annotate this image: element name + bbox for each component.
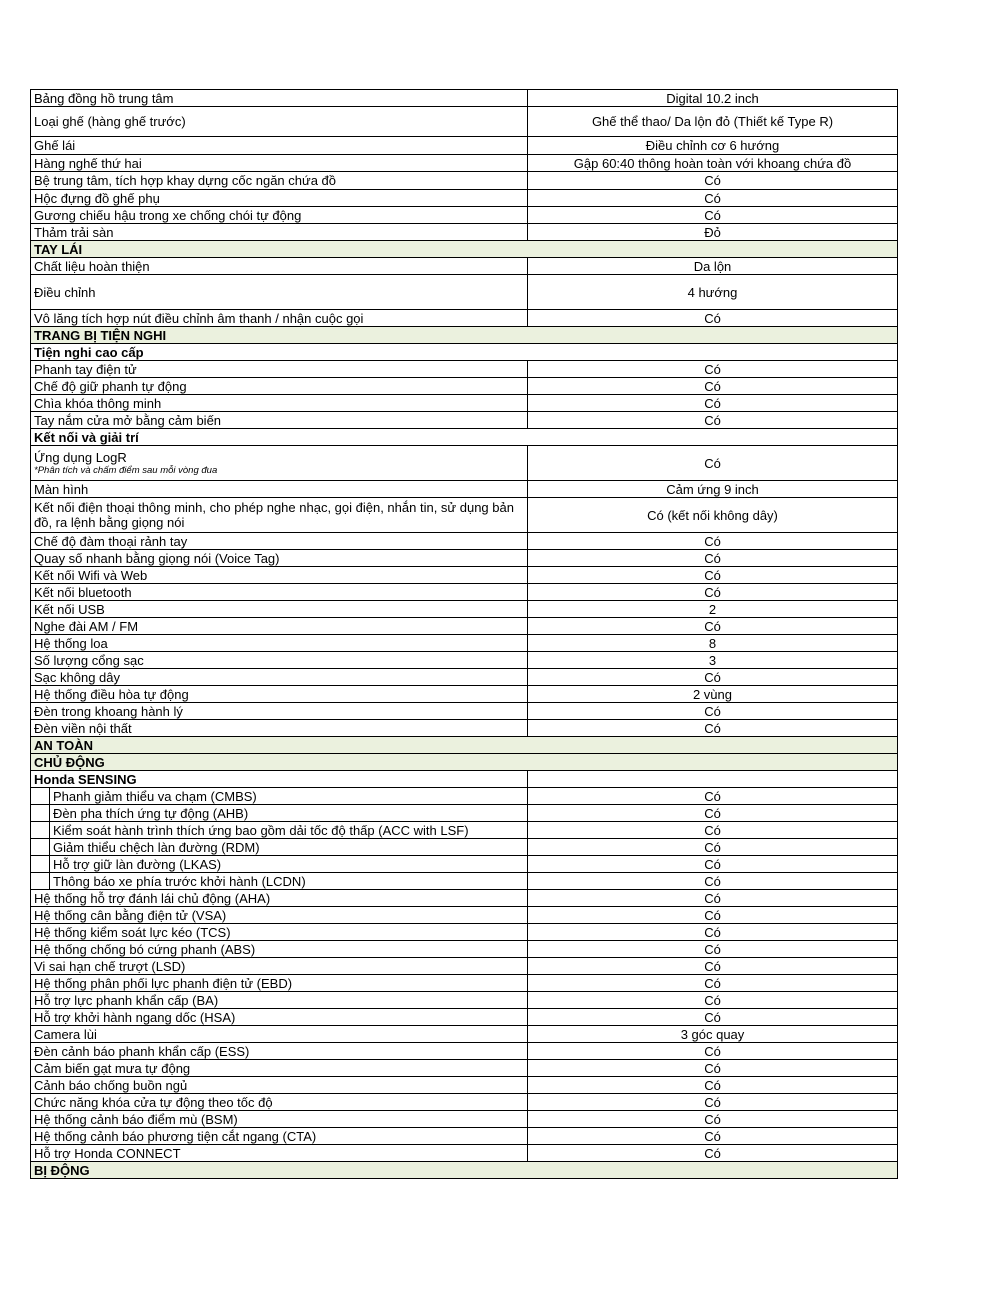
table-row [31,172,898,190]
feature-value: Có [528,550,898,567]
feature-label [31,941,528,958]
feature-label-text: Tay nắm cửa mở bằng cảm biến [34,412,222,428]
feature-label-text: Điều chỉnh [34,284,96,300]
feature-label [31,1026,528,1043]
feature-value: Có [528,1094,898,1111]
feature-value: 3 [528,652,898,669]
feature-value: Có [528,378,898,395]
feature-label-text: Thảm trải sàn [34,224,114,240]
section-header-row [31,1162,898,1179]
feature-label-text: Hộc đựng đồ ghế phụ [34,190,160,206]
feature-value: 8 [528,635,898,652]
feature-label-text: Hệ thống kiểm soát lực kéo (TCS) [34,924,231,940]
feature-value: Có [528,207,898,224]
table-row [31,890,898,907]
feature-label-text: Hệ thống cảnh báo phương tiện cắt ngang (CTA) [34,1128,317,1144]
table-row [31,941,898,958]
feature-value: Có [528,720,898,737]
section-title: TAY LÁI [31,241,898,258]
feature-label-text: Ứng dụng LogR [34,449,127,465]
feature-label [31,584,528,601]
feature-label-text: Đèn viền nội thất [34,720,132,736]
table-row [31,686,898,703]
table-row [31,1077,898,1094]
feature-label [31,361,528,378]
feature-label [31,992,528,1009]
feature-label-text: Màn hình [34,481,89,497]
subsection-header-row [31,429,898,446]
feature-value: Có [528,1111,898,1128]
table-row [31,1026,898,1043]
feature-label-text: Loại ghế (hàng ghế trước) [34,114,186,129]
table-row [31,992,898,1009]
feature-label [31,224,528,241]
feature-value: Có [528,975,898,992]
section-header-row [31,737,898,754]
feature-label [31,652,528,669]
section-header-row [31,241,898,258]
table-row [31,533,898,550]
feature-value: Đỏ [528,224,898,241]
feature-label [31,958,528,975]
feature-label [31,550,528,567]
table-row [31,584,898,601]
feature-note: *Phân tích và chấm điểm sau mỗi vòng đua [34,464,218,476]
feature-label-text: Chức năng khóa cửa tự động theo tốc độ [34,1094,273,1110]
table-row [31,1009,898,1026]
feature-value: Có [528,618,898,635]
feature-value: Có [528,839,898,856]
feature-label [31,907,528,924]
table-row [31,498,898,533]
feature-label [31,481,528,498]
indent-cell [31,856,50,873]
section-title: BỊ ĐỘNG [31,1162,898,1179]
feature-value: Có [528,310,898,327]
section-header-row [31,327,898,344]
feature-label: Phanh giảm thiểu va chạm (CMBS) [50,788,528,805]
feature-label-text: Kết nối Wifi và Web [34,567,148,583]
table-row [31,669,898,686]
table-row [31,720,898,737]
table-row [31,1111,898,1128]
feature-label [31,720,528,737]
feature-value: Có [528,1128,898,1145]
feature-label [31,669,528,686]
group-label: Honda SENSING [31,771,528,788]
feature-value: Có [528,992,898,1009]
table-row [31,788,898,805]
group-value [528,771,898,788]
feature-label-text: Ghế lái [34,138,76,153]
feature-value: Có [528,412,898,429]
table-row [31,446,898,481]
feature-label [31,686,528,703]
feature-label-text: Kết nối USB [34,601,105,617]
feature-label [31,412,528,429]
feature-label [31,1009,528,1026]
feature-label: Thông báo xe phía trước khởi hành (LCDN) [50,873,528,890]
section-title: TRANG BỊ TIỆN NGHI [31,327,898,344]
feature-label [31,498,528,533]
feature-value: Có [528,924,898,941]
feature-value: Có [528,190,898,207]
subsection-title: Tiện nghi cao cấp [31,344,898,361]
feature-label [31,618,528,635]
table-row [31,481,898,498]
feature-label [31,567,528,584]
feature-label-text: Hỗ trợ Honda CONNECT [34,1145,181,1161]
table-row [31,107,898,137]
feature-value: Có [528,907,898,924]
feature-label [31,1145,528,1162]
feature-value: 4 hướng [528,275,898,310]
section-header-row [31,754,898,771]
feature-label [31,1060,528,1077]
table-row [31,1128,898,1145]
feature-label-text: Cảnh báo chống buồn ngủ [34,1077,188,1093]
feature-value: Da lộn [528,258,898,275]
feature-value: Có [528,788,898,805]
feature-value: Có [528,941,898,958]
feature-value: Cảm ứng 9 inch [528,481,898,498]
feature-label: Giảm thiểu chệch làn đường (RDM) [50,839,528,856]
table-row [31,90,898,107]
feature-value: Có [528,1077,898,1094]
table-row [31,839,898,856]
feature-label-text: Sạc không dây [34,669,121,685]
table-row [31,635,898,652]
table-row [31,190,898,207]
feature-value: Có [528,1060,898,1077]
feature-label [31,107,528,137]
indent-cell [31,839,50,856]
subsection-title: Kết nối và giải trí [31,429,898,446]
section-title: CHỦ ĐỘNG [31,754,898,771]
table-row [31,275,898,310]
feature-label-text: Hệ thống loa [34,635,108,651]
feature-label-text: Cảm biến gạt mưa tự động [34,1060,191,1076]
feature-value: Ghế thể thao/ Da lộn đỏ (Thiết kế Type R) [528,107,898,137]
table-row [31,822,898,839]
feature-label [31,533,528,550]
feature-value: Có [528,361,898,378]
feature-label [31,1111,528,1128]
feature-label [31,1128,528,1145]
feature-value: 2 [528,601,898,618]
table-row [31,601,898,618]
table-row [31,550,898,567]
feature-value: Có [528,805,898,822]
feature-label-text: Hàng nghế thứ hai [34,155,142,171]
table-row [31,958,898,975]
feature-label [31,90,528,107]
feature-value: Có [528,958,898,975]
feature-label-text: Quay số nhanh bằng giọng nói (Voice Tag) [34,550,280,566]
feature-label [31,1077,528,1094]
feature-label: Đèn pha thích ứng tự động (AHB) [50,805,528,822]
feature-label [31,395,528,412]
table-row [31,378,898,395]
table-row [31,1060,898,1077]
feature-label-text: Số lượng cổng sạc [34,652,144,668]
feature-value: Có [528,584,898,601]
feature-label-text: Hệ thống chống bó cứng phanh (ABS) [34,941,256,957]
feature-label-text: Hệ thống điều hòa tự động [34,686,189,702]
table-row [31,224,898,241]
feature-label-text: Vô lăng tích hợp nút điều chỉnh âm thanh / nhận cuộc gọi [34,310,364,326]
table-row [31,703,898,720]
table-row [31,924,898,941]
feature-label-text: Chế độ giữ phanh tự động [34,378,187,394]
feature-label [31,446,528,481]
feature-label-text: Phanh tay điện tử [34,361,137,377]
feature-label-text: Camera lùi [34,1026,97,1042]
table-row [31,310,898,327]
feature-value: Có [528,395,898,412]
feature-label-text: Hỗ trợ khởi hành ngang dốc (HSA) [34,1009,236,1025]
feature-label [31,601,528,618]
feature-label [31,924,528,941]
feature-value: Có [528,873,898,890]
feature-value: Có [528,822,898,839]
indent-cell [31,873,50,890]
feature-label [31,258,528,275]
feature-label [31,975,528,992]
table-row [31,361,898,378]
feature-label-text: Kết nối điện thoại thông minh, cho phép nghe nhạc, gọi điện, nhắn tin, sử dụng bản đồ, ra lệnh bằng giọng nói [34,500,514,530]
feature-label [31,635,528,652]
feature-value: Có [528,856,898,873]
table-row [31,805,898,822]
feature-label-text: Đèn cảnh báo phanh khẩn cấp (ESS) [34,1043,250,1059]
section-title: AN TOÀN [31,737,898,754]
feature-label-text: Bảng đồng hồ trung tâm [34,90,174,106]
table-row [31,155,898,172]
spec-table [30,89,898,1179]
feature-label-text: Hệ thống cảnh báo điểm mù (BSM) [34,1111,238,1127]
feature-label-text: Hệ thống cân bằng điện tử (VSA) [34,907,227,923]
feature-value: Có [528,1043,898,1060]
feature-label-text: Gương chiếu hậu trong xe chống chói tự động [34,207,302,223]
table-row [31,137,898,155]
feature-label [31,703,528,720]
feature-label [31,1043,528,1060]
table-row [31,207,898,224]
indent-cell [31,805,50,822]
feature-label-text: Hệ thống hỗ trợ đánh lái chủ động (AHA) [34,890,271,906]
feature-label-text: Kết nối bluetooth [34,584,132,600]
table-row [31,907,898,924]
feature-value: 3 góc quay [528,1026,898,1043]
feature-value: Có [528,533,898,550]
table-row [31,856,898,873]
feature-label [31,155,528,172]
feature-label-text: Hỗ trợ lực phanh khẩn cấp (BA) [34,992,219,1008]
spec-table-body [31,90,898,1179]
table-row [31,1094,898,1111]
feature-label-text: Hệ thống phân phối lực phanh điện tử (EBD) [34,975,293,991]
feature-value: Có [528,669,898,686]
table-row [31,652,898,669]
indent-cell [31,788,50,805]
feature-value: Gập 60:40 thông hoàn toàn với khoang chứa đồ [528,155,898,172]
subsection-header-row [31,344,898,361]
feature-value: Digital 10.2 inch [528,90,898,107]
feature-label-text: Đèn trong khoang hành lý [34,703,183,719]
table-row [31,567,898,584]
feature-label [31,1094,528,1111]
table-row [31,1145,898,1162]
feature-label: Hỗ trợ giữ làn đường (LKAS) [50,856,528,873]
feature-label [31,207,528,224]
feature-label [31,310,528,327]
table-row [31,1043,898,1060]
feature-value: Có [528,172,898,190]
feature-label-text: Vi sai hạn chế trượt (LSD) [34,958,186,974]
feature-label: Kiểm soát hành trình thích ứng bao gồm dải tốc độ thấp (ACC with LSF) [50,822,528,839]
table-row [31,873,898,890]
feature-label [31,172,528,190]
feature-value: Có [528,1145,898,1162]
table-row [31,618,898,635]
feature-value: Điều chỉnh cơ 6 hướng [528,137,898,155]
table-row [31,975,898,992]
feature-label [31,275,528,310]
table-row [31,258,898,275]
feature-value: Có [528,567,898,584]
feature-value: 2 vùng [528,686,898,703]
feature-label-text: Chất liệu hoàn thiện [34,258,150,274]
table-row [31,771,898,788]
feature-label-text: Bệ trung tâm, tích hợp khay dựng cốc ngăn chứa đồ [34,173,336,188]
feature-label-text: Chìa khóa thông minh [34,395,162,411]
indent-cell [31,822,50,839]
feature-value: Có [528,703,898,720]
feature-label [31,890,528,907]
feature-value: Có [528,890,898,907]
feature-value: Có [528,1009,898,1026]
feature-label [31,137,528,155]
feature-label-text: Chế độ đàm thoại rảnh tay [34,533,188,549]
feature-label [31,378,528,395]
feature-label [31,190,528,207]
table-row [31,412,898,429]
feature-label-text: Nghe đài AM / FM [34,618,139,634]
feature-value: Có (kết nối không dây) [528,498,898,533]
table-row [31,395,898,412]
feature-value: Có [528,446,898,481]
